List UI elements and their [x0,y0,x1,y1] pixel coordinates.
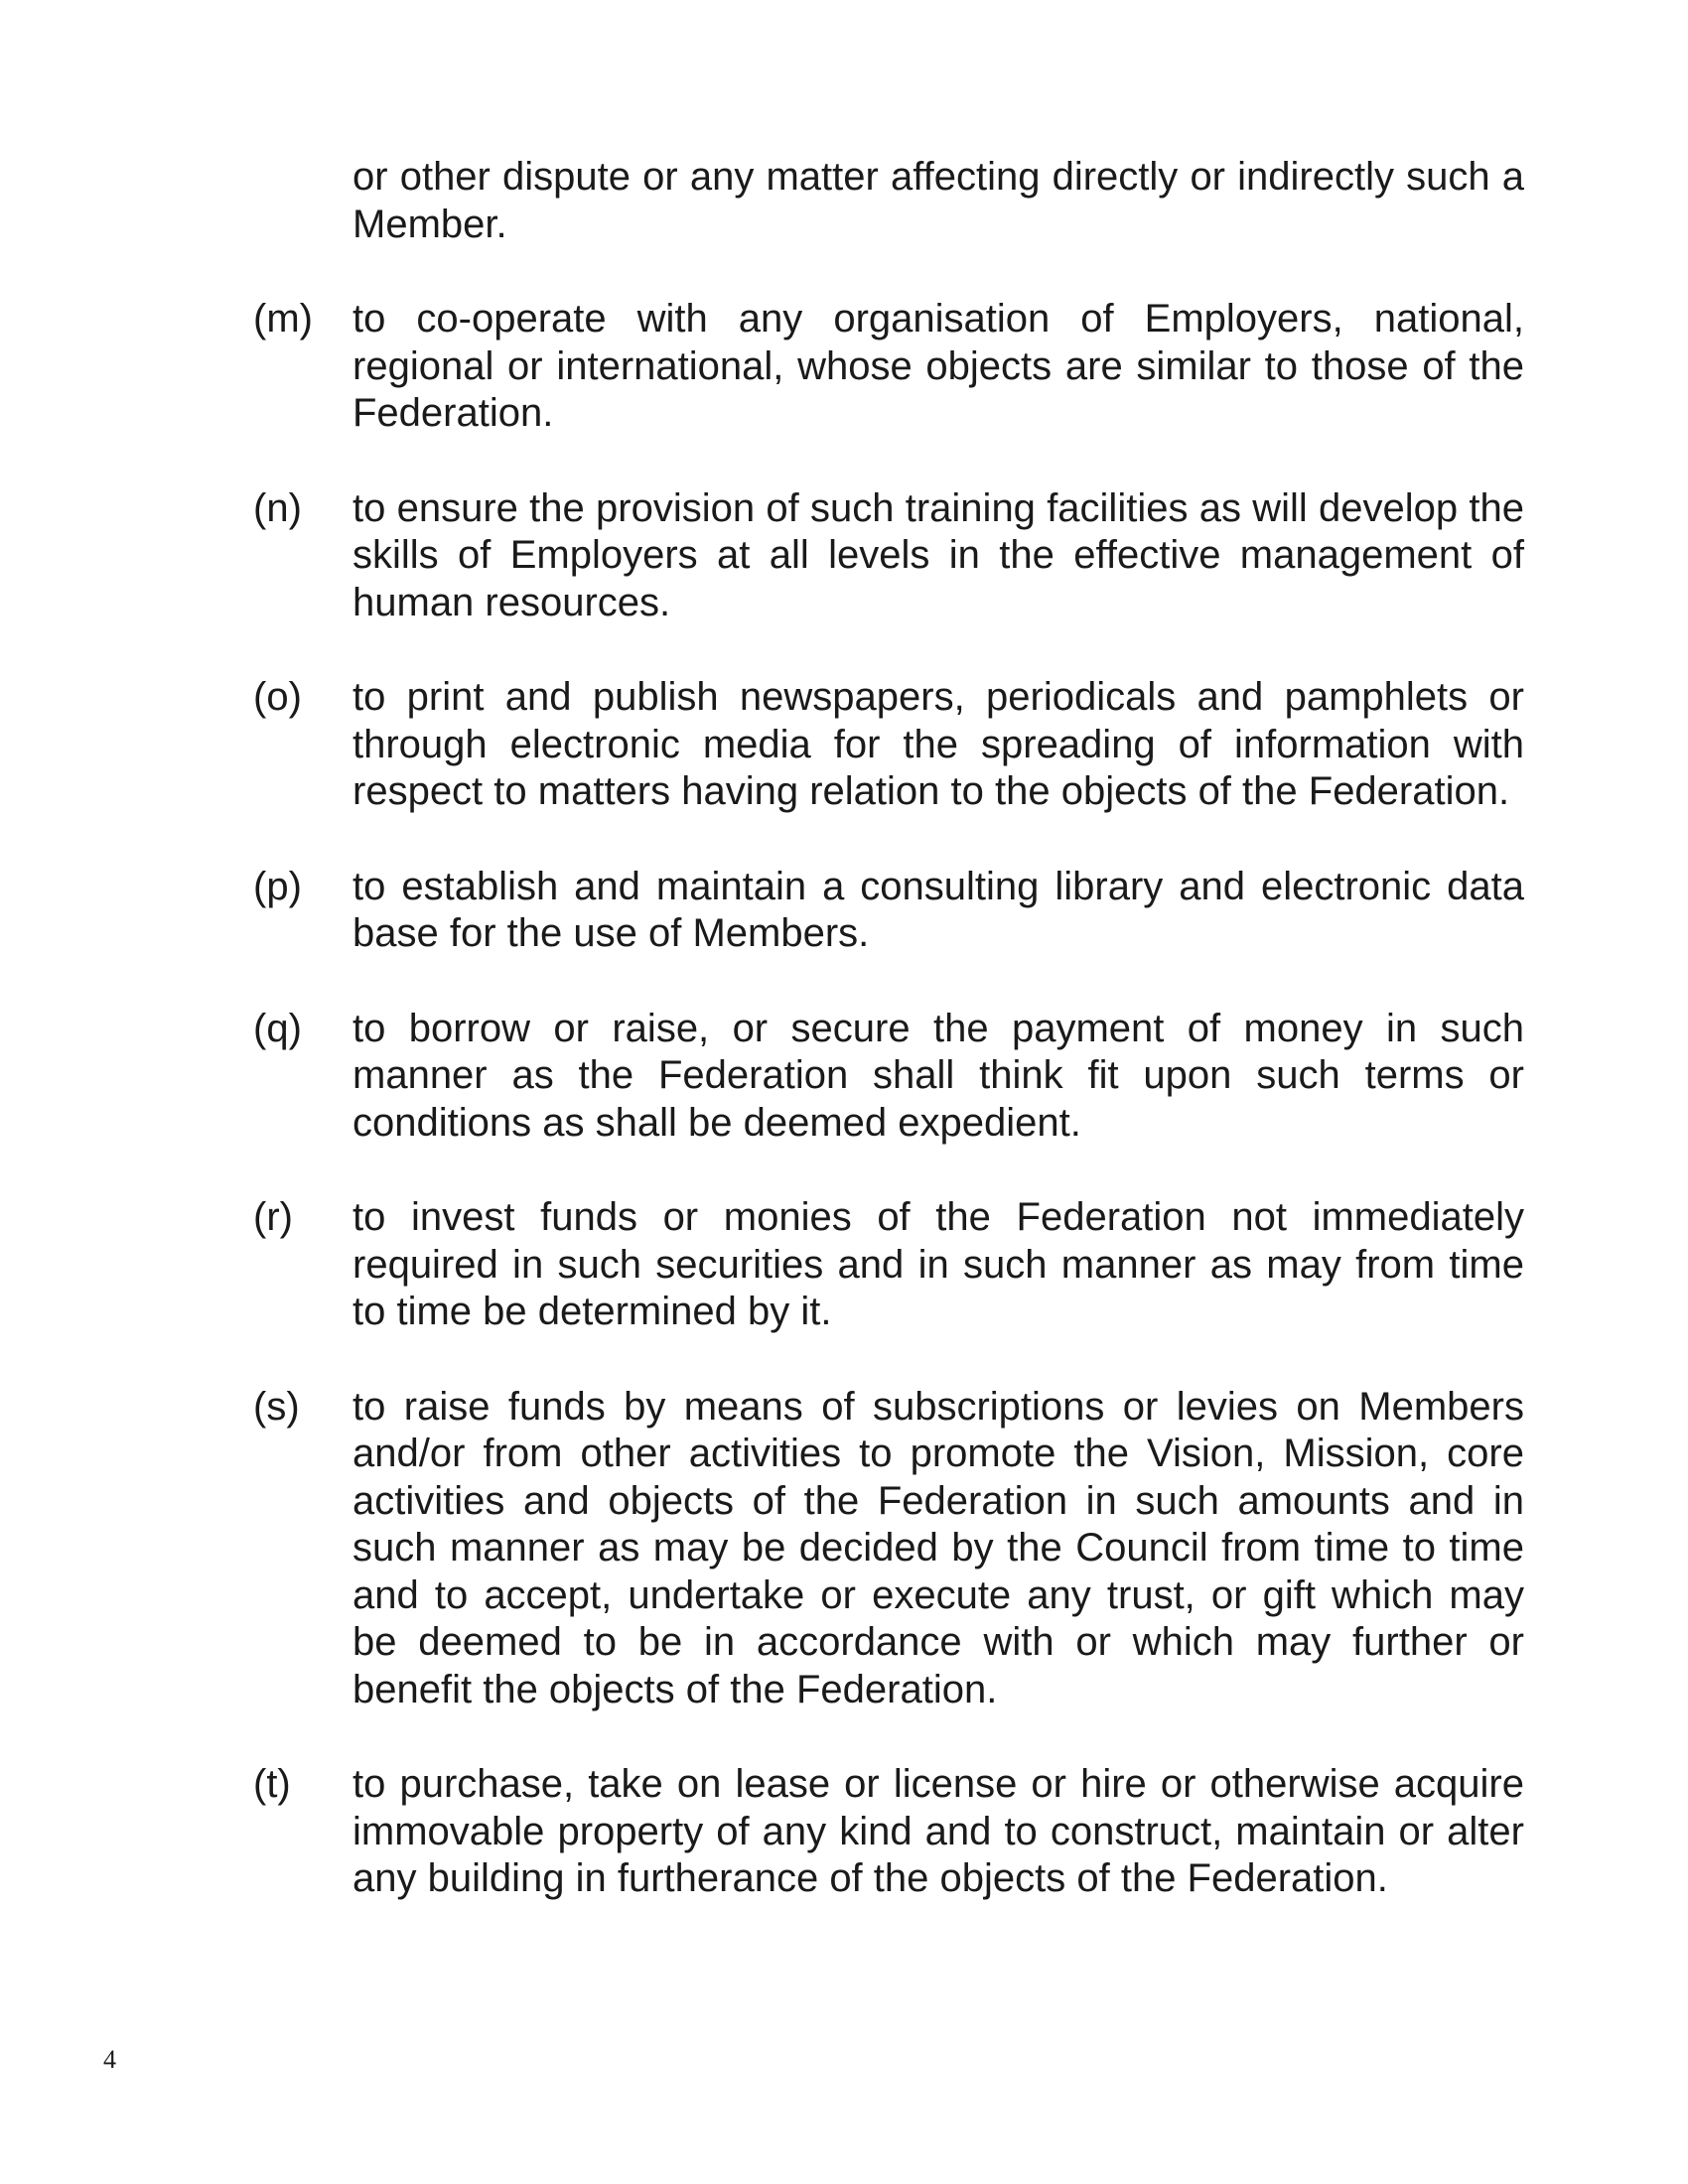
clause-text: to invest funds or monies of the Federation not immediately required in such securities and in such manner as may from time to time be determined by it. [352,1195,1524,1333]
clause-label: (o) [253,675,302,719]
clause-text: to co-operate with any organisation of Employers, national, regional or international, whose objects are similar to those of the Federation. [352,297,1524,435]
clause-text: to purchase, take on lease or license or hire or otherwise acquire immovable property of any kind and to construct, maintain or alter any building in furtherance of the objects of the Federation. [352,1762,1524,1900]
clause-label: (p) [253,864,302,908]
clause-p [253,864,1524,958]
clause-o [253,674,1524,816]
clause-text: to ensure the provision of such training facilities as will develop the skills of Employers at all levels in the effective management of human resources. [352,485,1524,624]
clause-label: (r) [253,1195,293,1239]
clause-list [253,154,1524,1903]
clause-r [253,1194,1524,1336]
clause-label: (t) [253,1762,291,1806]
clause-text: to establish and maintain a consulting library and electronic data base for the use of Members. [352,864,1524,955]
clause-s [253,1384,1524,1714]
clause-n [253,485,1524,627]
clause-label: (n) [253,485,302,530]
continuation-paragraph: or other dispute or any matter affecting directly or indirectly such a Member. [352,155,1524,246]
clause-t [253,1761,1524,1903]
clause-text: to raise funds by means of subscriptions or levies on Members and/or from other activities to promote the Vision, Mission, core activities and objects of the Federation in such amounts and in such manner as may be decided by the Council from time to time and to accept, undertake or execute any trust, or gift which may be deemed to be in accordance with or which may further or benefit the objects of the Federation. [352,1384,1524,1711]
clause-text: to print and publish newspapers, periodicals and pamphlets or through electronic media for the spreading of information with respect to matters having relation to the objects of the Federation. [352,675,1524,813]
clause-label: (q) [253,1006,302,1050]
clause-q [253,1006,1524,1148]
clause-label: (s) [253,1384,300,1429]
clause-label: (m) [253,297,313,341]
clause-text: to borrow or raise, or secure the payment of money in such manner as the Federation shall think fit upon such terms or conditions as shall be deemed expedient. [352,1006,1524,1145]
clause-m [253,296,1524,438]
page-number: 4 [103,2045,116,2074]
